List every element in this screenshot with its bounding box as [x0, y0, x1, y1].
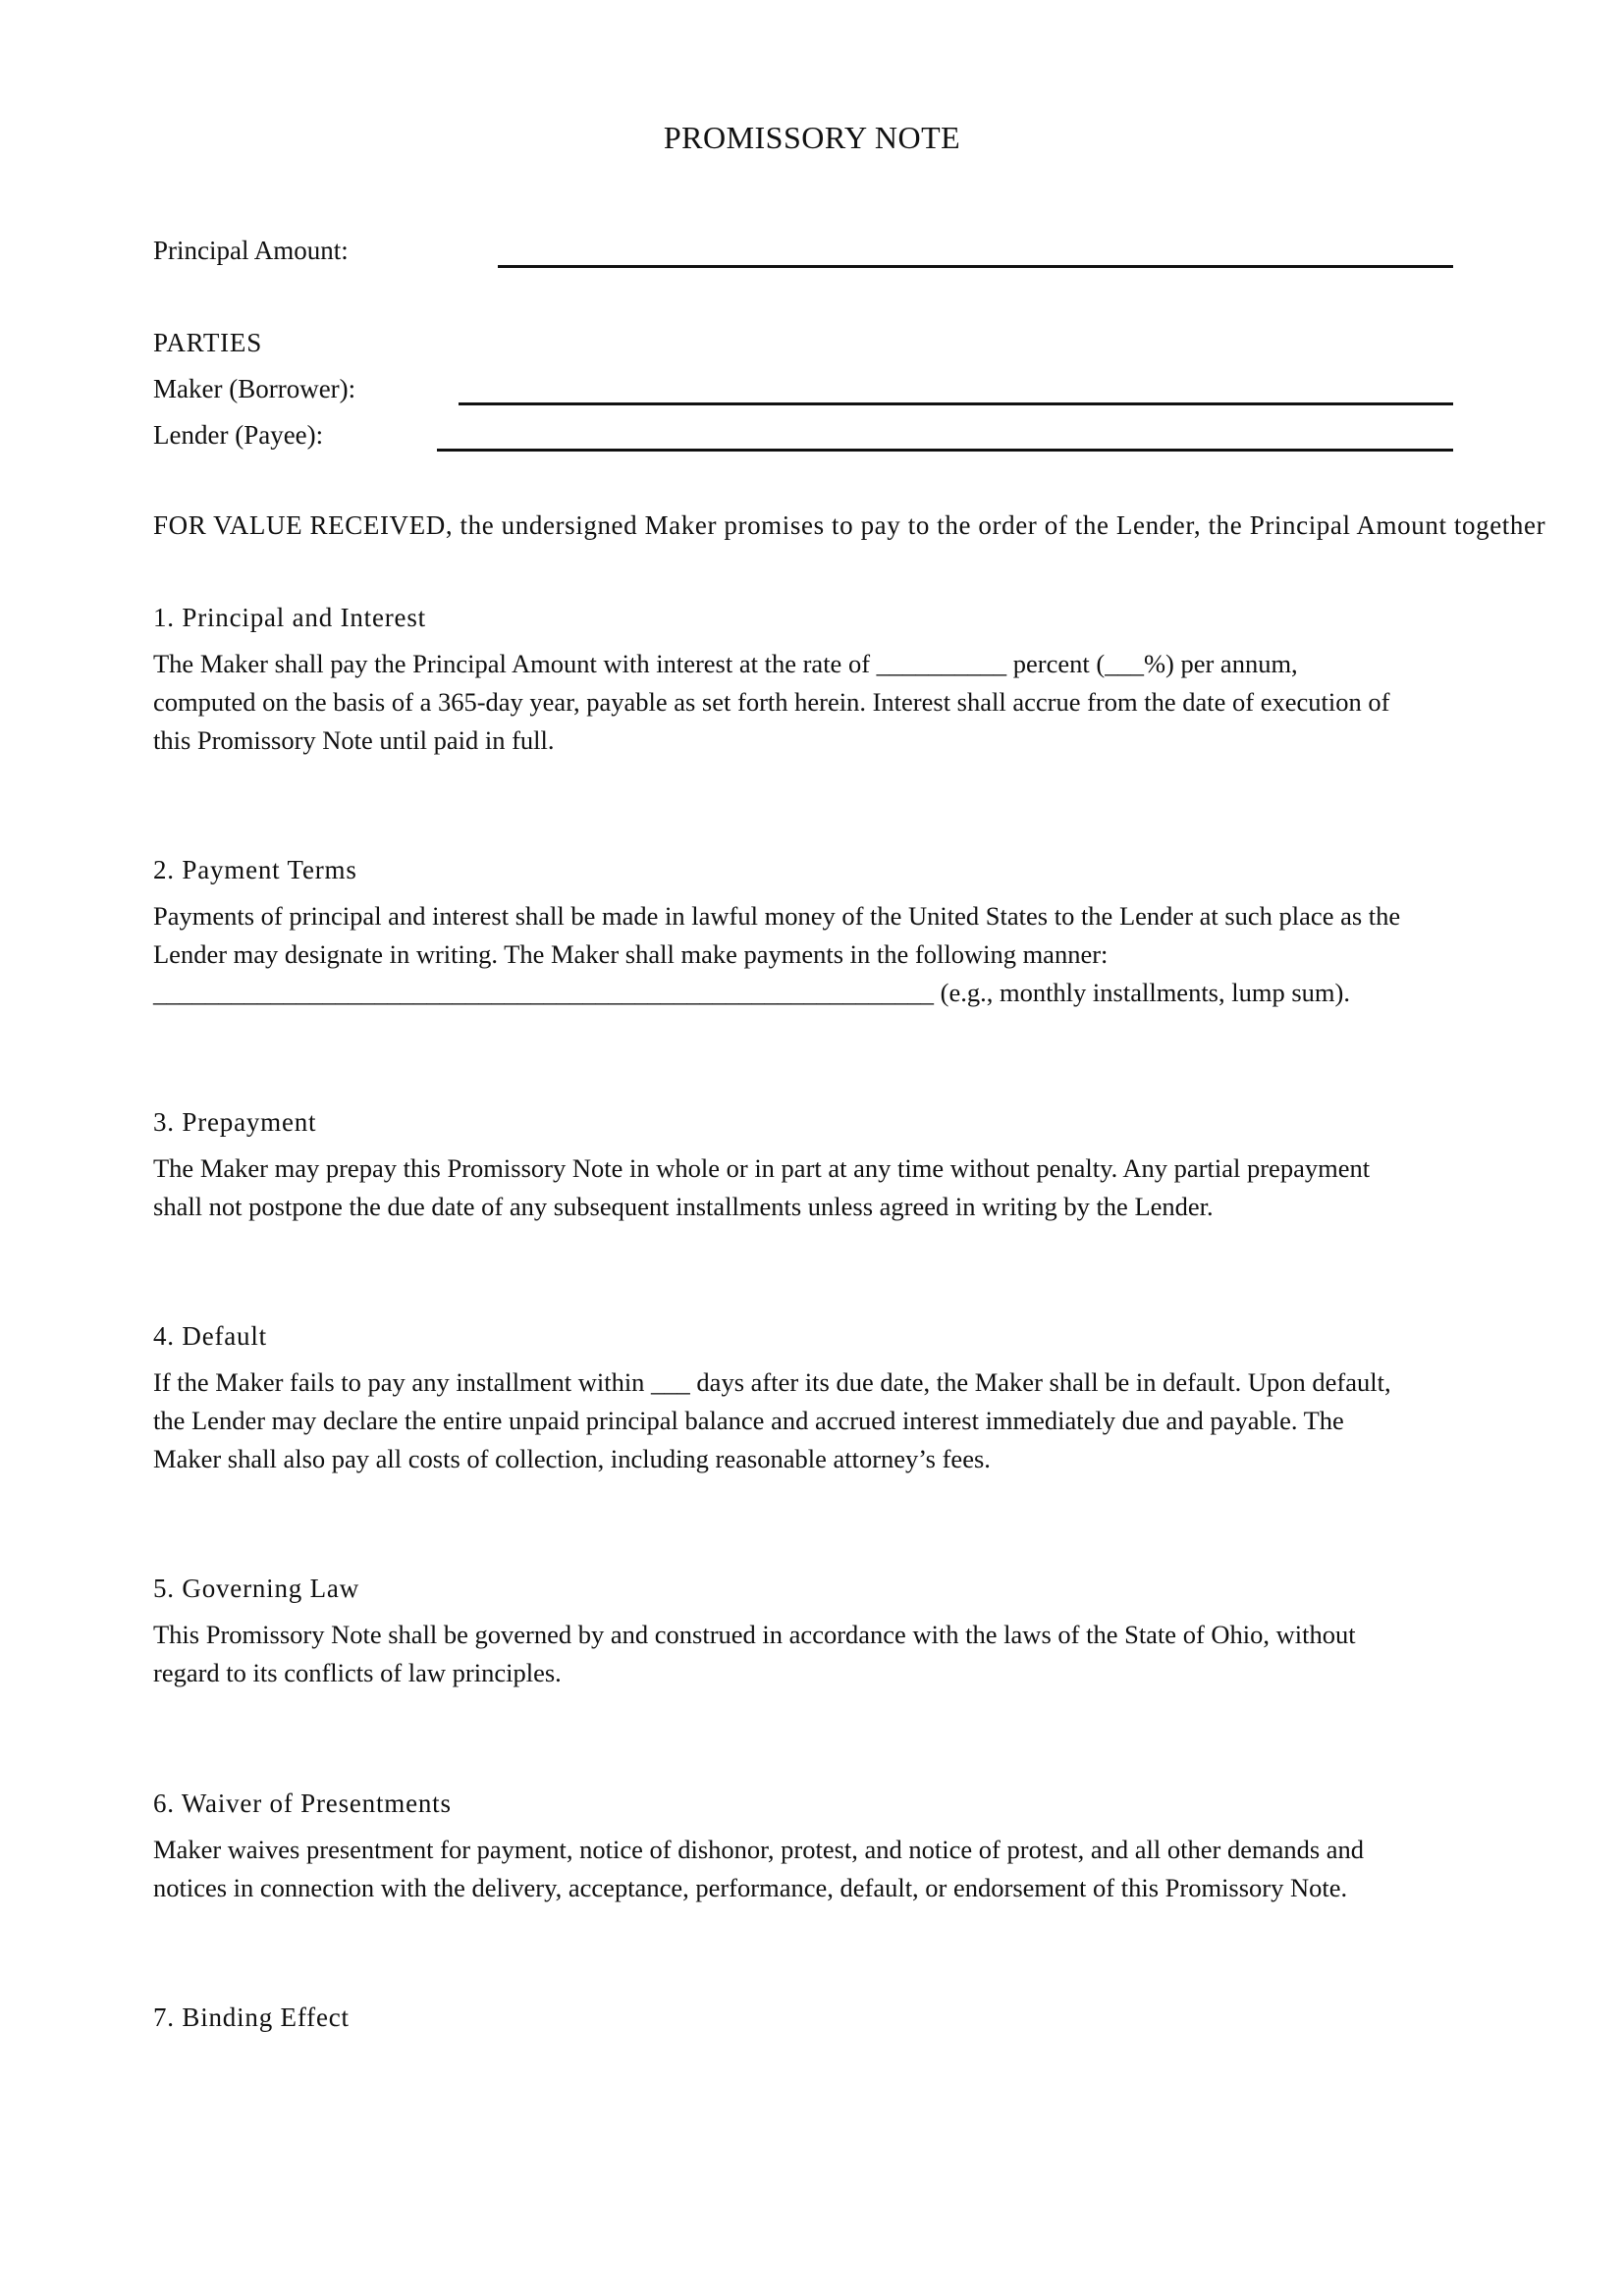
- section-body-waiver: [153, 1831, 1449, 1907]
- section-heading-prepayment: 3. Prepayment: [153, 1107, 317, 1137]
- principal-amount-label: Principal Amount:: [153, 236, 349, 265]
- section-heading-binding-effect: 7. Binding Effect: [153, 2002, 350, 2032]
- section-heading-payment-terms: 2. Payment Terms: [153, 855, 357, 884]
- parties-heading: PARTIES: [153, 328, 263, 357]
- body-line: The Maker may prepay this Promissory Note in whole or in part at any time without penalty. Any partial prepayment: [153, 1153, 1371, 1183]
- section-body-default: [153, 1363, 1449, 1478]
- section-body-payment-terms: [153, 897, 1449, 1012]
- section-body-prepayment: [153, 1149, 1449, 1226]
- body-line: the Lender may declare the entire unpaid principal balance and accrued interest immediately due and payable. The: [153, 1406, 1344, 1435]
- section-heading-default: 4. Default: [153, 1321, 267, 1351]
- section-heading-waiver: 6. Waiver of Presentments: [153, 1789, 452, 1818]
- body-line: this Promissory Note until paid in full.: [153, 725, 555, 755]
- body-line: Maker shall also pay all costs of collection, including reasonable attorney’s fees.: [153, 1444, 991, 1473]
- body-line: Maker waives presentment for payment, notice of dishonor, protest, and notice of protest, and all other demands and: [153, 1835, 1365, 1864]
- body-line: shall not postpone the due date of any subsequent installments unless agreed in writing by the Lender.: [153, 1192, 1214, 1221]
- body-line: The Maker shall pay the Principal Amount with interest at the rate of __________ percent (___%) per annum,: [153, 649, 1298, 678]
- section-body-principal-interest: [153, 645, 1449, 760]
- lender-label: Lender (Payee):: [153, 420, 324, 450]
- maker-line[interactable]: [459, 402, 1453, 405]
- maker-label: Maker (Borrower):: [153, 374, 356, 403]
- section-heading-principal-interest: 1. Principal and Interest: [153, 603, 426, 632]
- body-line: notices in connection with the delivery, acceptance, performance, default, or endorsement of this Promissory Note.: [153, 1873, 1348, 1902]
- page-title: PROMISSORY NOTE: [663, 120, 961, 155]
- intro-text: FOR VALUE RECEIVED, the undersigned Maker promises to pay to the order of the Lender, the Principal Amount together: [153, 510, 1546, 540]
- body-line: ____________________________________________________________ (e.g., monthly installments, lump sum).: [153, 978, 1350, 1007]
- section-heading-governing-law: 5. Governing Law: [153, 1574, 359, 1603]
- body-line: This Promissory Note shall be governed by and construed in accordance with the laws of the State of Ohio, without: [153, 1620, 1356, 1649]
- body-line: computed on the basis of a 365-day year, payable as set forth herein. Interest shall accrue from the date of execution of: [153, 687, 1390, 717]
- body-line: If the Maker fails to pay any installment within ___ days after its due date, the Maker shall be in default. Upon default,: [153, 1367, 1391, 1397]
- section-body-governing-law: [153, 1616, 1449, 1692]
- body-line: Payments of principal and interest shall be made in lawful money of the United States to the Lender at such place as the: [153, 901, 1401, 931]
- lender-line[interactable]: [437, 449, 1453, 452]
- body-line: regard to its conflicts of law principles.: [153, 1658, 562, 1687]
- principal-amount-line[interactable]: [498, 265, 1453, 268]
- body-line: Lender may designate in writing. The Maker shall make payments in the following manner:: [153, 939, 1109, 969]
